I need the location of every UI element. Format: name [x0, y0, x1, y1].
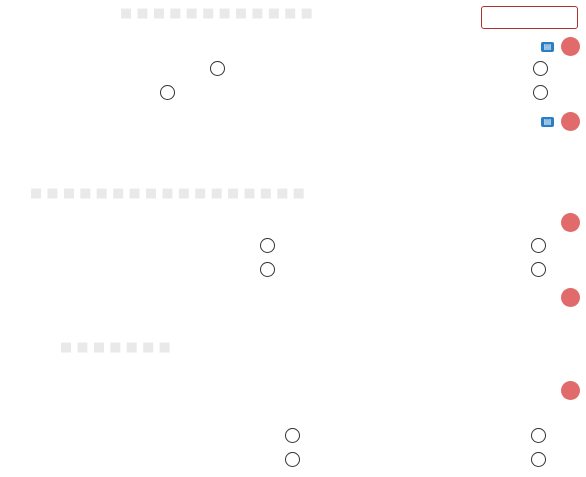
question-number-badge: [561, 37, 580, 56]
option-c[interactable]: [531, 262, 546, 277]
option-a[interactable]: [531, 238, 546, 253]
option-letter: [533, 85, 548, 100]
book-icon: ▤: [541, 42, 554, 52]
option-d[interactable]: [125, 262, 275, 277]
option-b[interactable]: [210, 60, 225, 76]
option-b[interactable]: [125, 238, 275, 253]
section-title: [481, 6, 578, 29]
option-letter: [260, 238, 275, 253]
option-a[interactable]: [533, 60, 548, 76]
option-d[interactable]: [120, 452, 300, 467]
option-letter: [531, 428, 546, 443]
option-letter: [531, 238, 546, 253]
question-number-badge: [561, 288, 580, 307]
option-a[interactable]: [531, 428, 546, 443]
option-d[interactable]: [160, 84, 175, 100]
option-b[interactable]: [150, 428, 300, 443]
question-text: [538, 38, 554, 53]
option-letter: [285, 428, 300, 443]
option-c[interactable]: [531, 452, 546, 467]
option-letter: [533, 61, 548, 76]
option-letter: [210, 61, 225, 76]
option-letter: [285, 452, 300, 467]
question-number-badge: [561, 381, 580, 400]
option-letter: [260, 262, 275, 277]
question-number-badge: [561, 112, 580, 131]
bleed-through-background: ■ ■ ■ ■ ■ ■ ■ ■ ■ ■ ■ ■ ■ ■ ■ ■ ■ ■ ■ ■ ■ ■ ■ ■ ■ ■ ■ ■ ■ ■ ■ ■ ■ ■ ■ ■: [30, 6, 313, 355]
option-letter: [160, 85, 175, 100]
book-icon: ▤: [541, 117, 554, 127]
question-number-badge: [561, 213, 580, 232]
option-letter: [531, 262, 546, 277]
question-text: [538, 113, 554, 128]
option-letter: [531, 452, 546, 467]
option-c[interactable]: [533, 84, 548, 100]
